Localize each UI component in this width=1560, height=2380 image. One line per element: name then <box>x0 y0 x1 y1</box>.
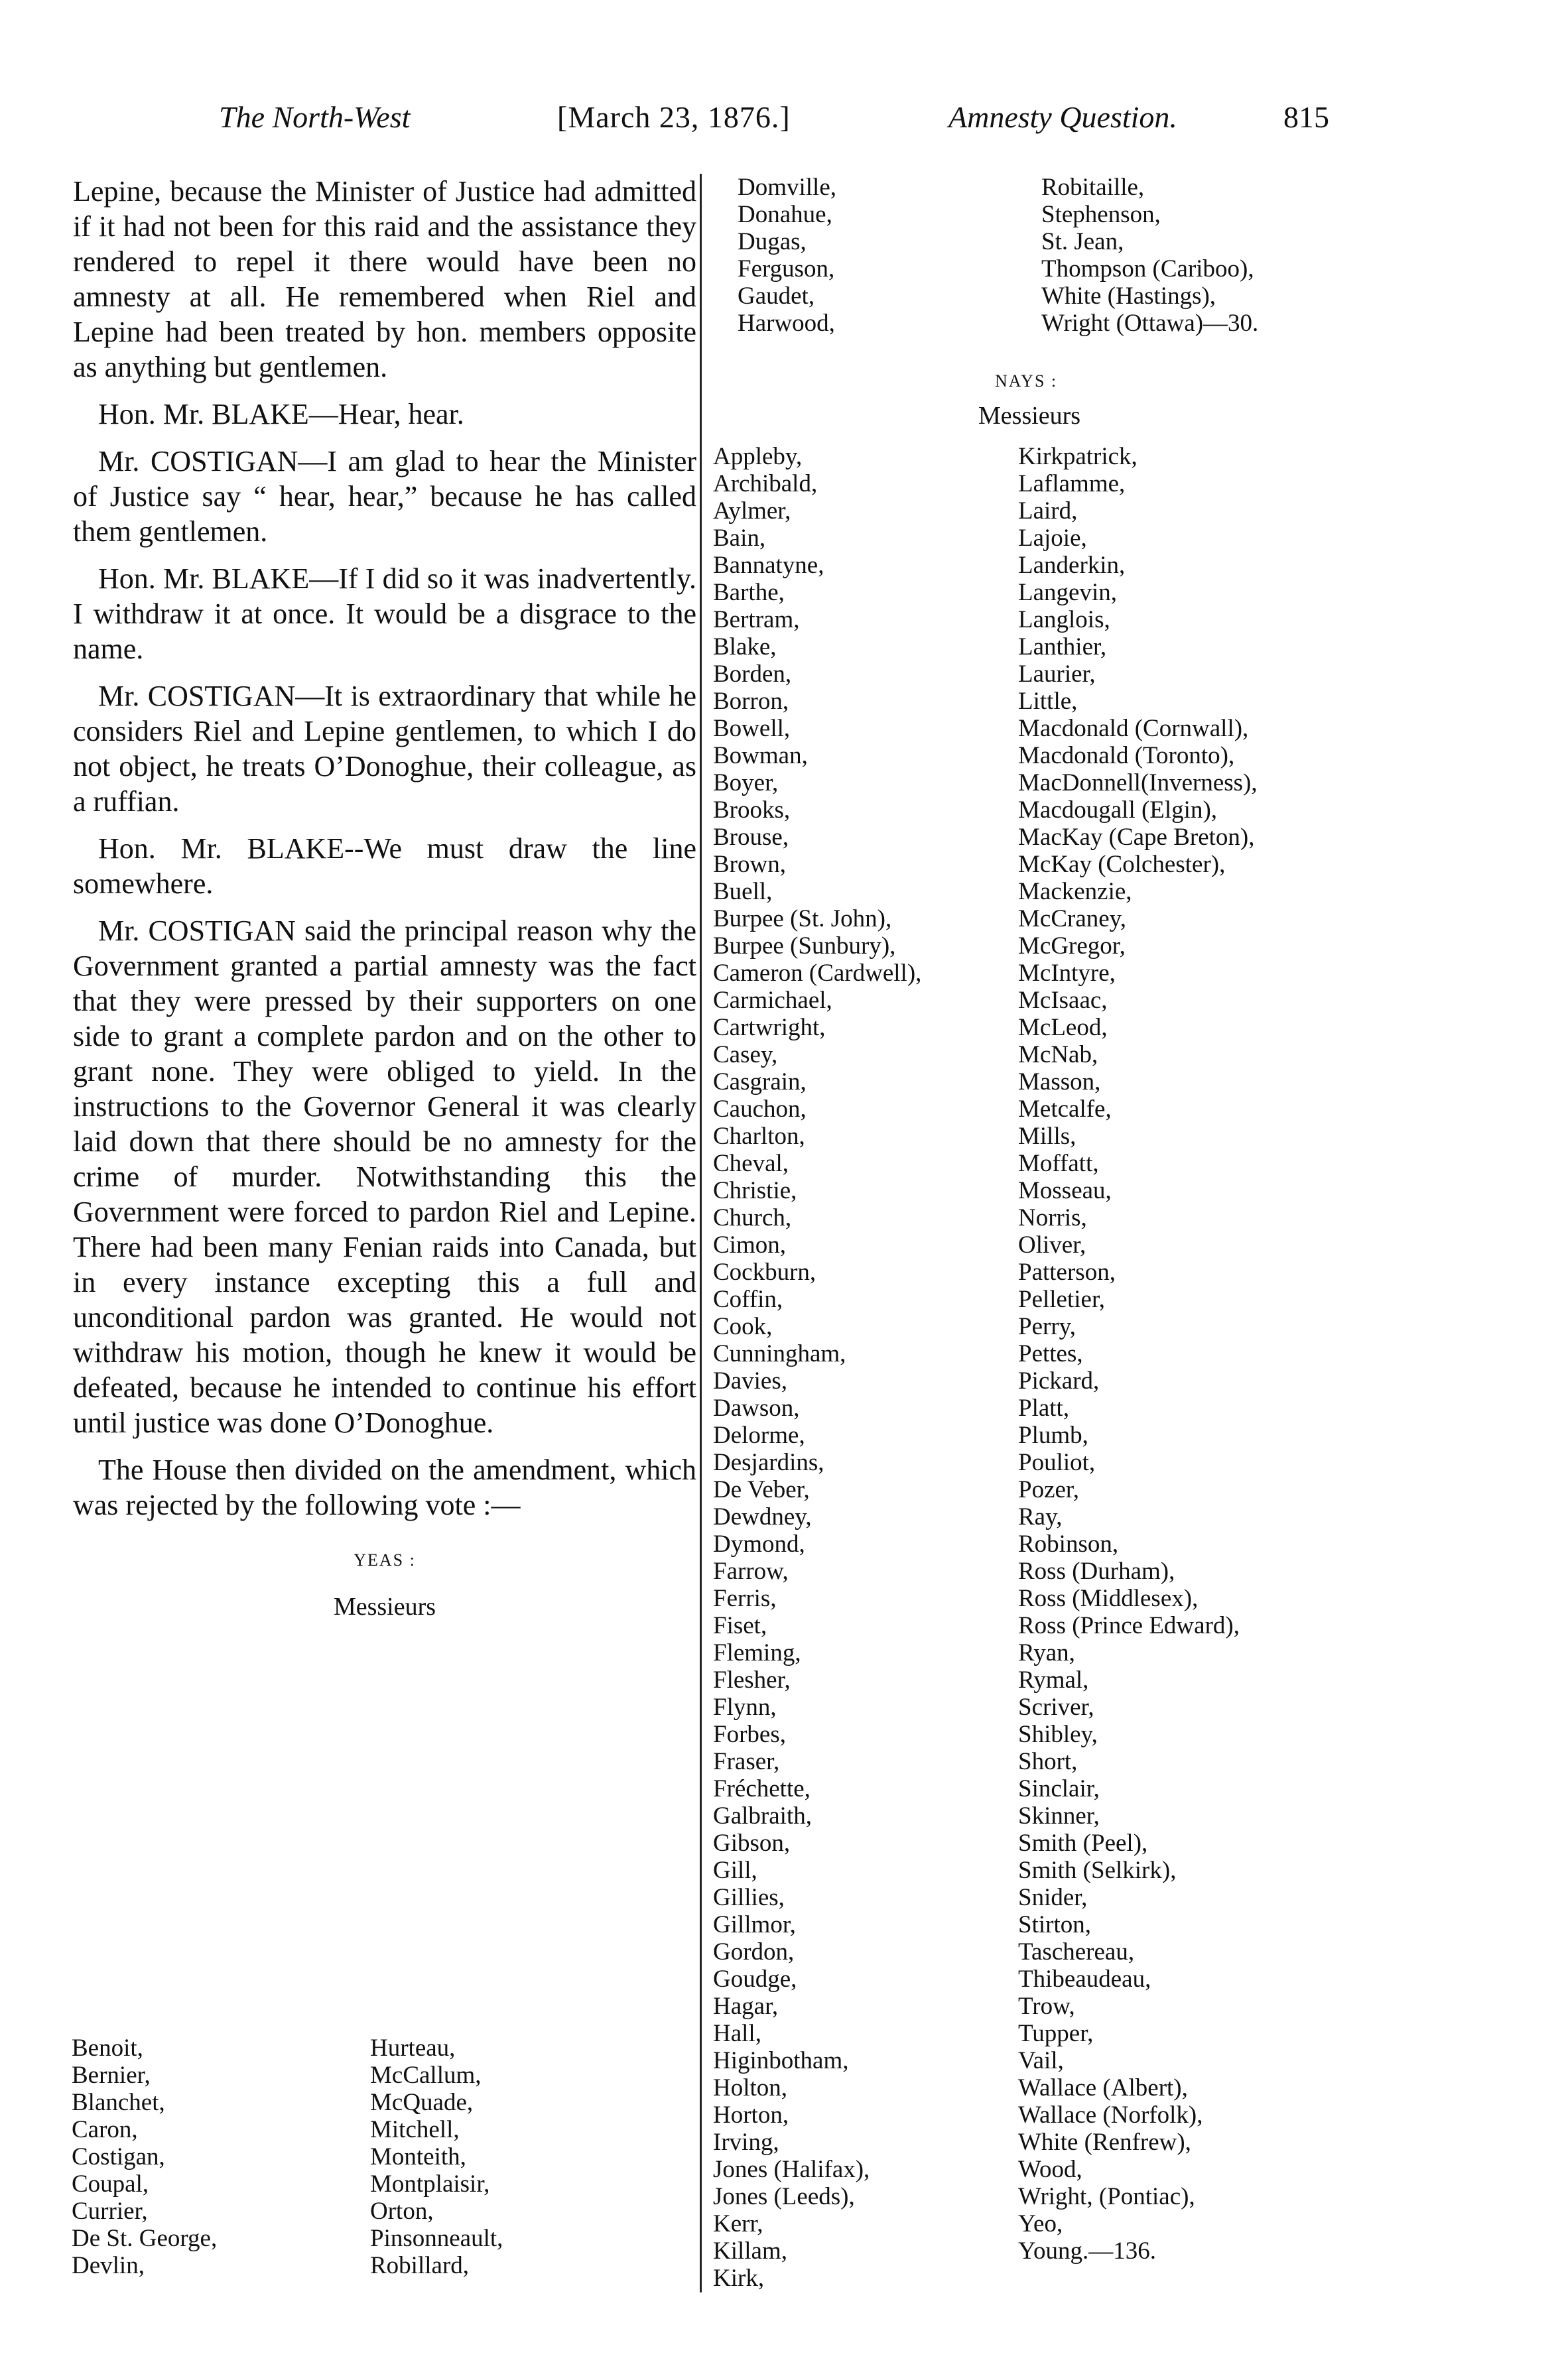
paragraph: Hon. Mr. BLAKE—Hear, hear. <box>98 398 464 430</box>
member-name: McCraney, <box>1018 905 1127 932</box>
nays-list-col2 <box>1018 443 1258 2265</box>
member-name: Dugas, <box>738 228 807 255</box>
member-name: Patterson, <box>1018 1259 1116 1286</box>
member-name: Orton, <box>370 2198 434 2225</box>
member-name: Church, <box>713 1204 792 1231</box>
yeas-list-col2 <box>370 2035 503 2279</box>
member-name: Burpee (St. John), <box>713 905 892 932</box>
member-name: Hagar, <box>713 1993 779 2020</box>
member-name: Little, <box>1018 688 1078 715</box>
member-name: Davies, <box>713 1367 787 1395</box>
debate-text-column <box>73 174 696 1638</box>
member-name: Ferris, <box>713 1585 777 1612</box>
member-name: Shibley, <box>1018 1721 1098 1748</box>
member-name: Snider, <box>1018 1884 1088 1911</box>
member-name: Charlton, <box>713 1123 805 1150</box>
member-name: Cook, <box>713 1313 773 1340</box>
member-name: Burpee (Sunbury), <box>713 932 896 960</box>
member-name: St. Jean, <box>1041 228 1124 255</box>
member-name: Brouse, <box>713 824 789 851</box>
member-name: Fiset, <box>713 1612 767 1639</box>
member-name: Montplaisir, <box>370 2170 490 2198</box>
member-name: De St. George, <box>72 2225 218 2252</box>
member-name: Wallace (Albert), <box>1018 2074 1188 2101</box>
member-name: Bowell, <box>713 715 791 742</box>
member-name: Kirkpatrick, <box>1018 443 1138 470</box>
member-name: Vail, <box>1018 2047 1064 2074</box>
member-name: Metcalfe, <box>1018 1096 1112 1123</box>
page-number: 815 <box>1283 100 1329 134</box>
member-name: Pozer, <box>1018 1476 1080 1503</box>
member-name: Galbraith, <box>713 1802 812 1830</box>
member-name: Laurier, <box>1018 660 1096 688</box>
member-name: Dewdney, <box>713 1503 812 1531</box>
yeas-list-col3 <box>738 174 836 337</box>
paragraph: Hon. Mr. BLAKE—If I did so it was inadvertently. I withdraw it at once. It would be a disgrace to the name. <box>73 562 696 665</box>
member-name: Bannatyne, <box>713 552 824 579</box>
member-name: Robillard, <box>370 2252 470 2279</box>
member-name: Macdougall (Elgin), <box>1018 796 1218 824</box>
member-name: Coffin, <box>713 1286 783 1313</box>
member-name: Boyer, <box>713 769 779 796</box>
member-name: Mills, <box>1018 1123 1076 1150</box>
nays-messieurs: Messieurs <box>978 402 1081 430</box>
member-name: Ross (Middlesex), <box>1018 1585 1199 1612</box>
member-name: Wood, <box>1018 2156 1082 2183</box>
member-name: Forbes, <box>713 1721 786 1748</box>
member-name: Short, <box>1018 1748 1078 1775</box>
member-name: Pouliot, <box>1018 1449 1096 1476</box>
paragraph: The House then divided on the amendment, which was rejected by the following vote :— <box>73 1454 696 1521</box>
header-topic: Amnesty Question. <box>948 100 1177 134</box>
member-name: Mitchell, <box>370 2116 460 2143</box>
member-name: Cheval, <box>713 1150 789 1177</box>
member-name: Gordon, <box>713 1938 795 1966</box>
paragraph: Mr. COSTIGAN—I am glad to hear the Minister of Justice say “ hear, hear,” because he has called them gentlemen. <box>73 445 696 548</box>
member-name: Smith (Selkirk), <box>1018 1857 1177 1884</box>
member-name: McKay (Colchester), <box>1018 851 1226 878</box>
member-name: Carmichael, <box>713 987 832 1014</box>
member-name: Gill, <box>713 1857 757 1884</box>
member-name: Macdonald (Cornwall), <box>1018 715 1249 742</box>
member-name: Laird, <box>1018 497 1078 525</box>
member-name: Wallace (Norfolk), <box>1018 2101 1203 2129</box>
member-name: Norris, <box>1018 1204 1087 1231</box>
member-name: Borron, <box>713 688 789 715</box>
member-name: Horton, <box>713 2101 789 2129</box>
member-name: Buell, <box>713 878 773 905</box>
member-name: Monteith, <box>370 2143 466 2170</box>
member-name: Scriver, <box>1018 1694 1094 1721</box>
member-name: Costigan, <box>72 2143 165 2170</box>
member-name: Flynn, <box>713 1694 777 1721</box>
member-name: Plumb, <box>1018 1422 1088 1449</box>
member-name: Laflamme, <box>1018 470 1126 497</box>
member-name: Stirton, <box>1018 1911 1091 1938</box>
yeas-label: YEAS : <box>354 1550 416 1570</box>
member-name: McIsaac, <box>1018 987 1108 1014</box>
member-name: Dawson, <box>713 1395 800 1422</box>
member-name: Domville, <box>738 174 837 201</box>
member-name: Farrow, <box>713 1558 789 1585</box>
member-name: Ferguson, <box>738 255 835 282</box>
member-name: Goudge, <box>713 1966 797 1993</box>
member-name: Moffatt, <box>1018 1150 1099 1177</box>
member-name: Lajoie, <box>1018 525 1087 552</box>
member-name: Mackenzie, <box>1018 878 1132 905</box>
member-name: Christie, <box>713 1177 797 1204</box>
member-name: Pettes, <box>1018 1340 1083 1367</box>
member-name: Stephenson, <box>1041 201 1161 228</box>
member-name: Blake, <box>713 633 777 660</box>
member-name: Holton, <box>713 2074 788 2101</box>
member-name: Benoit, <box>72 2035 143 2062</box>
yeas-list-col4 <box>1041 174 1258 337</box>
yeas-list-col1 <box>72 2035 217 2279</box>
member-name: Gillmor, <box>713 1911 796 1938</box>
member-name: Bowman, <box>713 742 808 769</box>
running-header <box>0 99 1560 146</box>
member-name: McCallum, <box>370 2062 482 2089</box>
member-name: Borden, <box>713 660 792 688</box>
member-name: Pinsonneault, <box>370 2225 503 2252</box>
member-name: Robinson, <box>1018 1531 1119 1558</box>
member-name: Irving, <box>713 2129 779 2156</box>
member-name: Macdonald (Toronto), <box>1018 742 1235 769</box>
member-name: Pickard, <box>1018 1367 1100 1395</box>
member-name: Cunningham, <box>713 1340 846 1367</box>
header-section-title: The North-West <box>219 100 411 134</box>
column-divider <box>700 174 702 2292</box>
member-name: Cartwright, <box>713 1014 826 1041</box>
member-name: Pelletier, <box>1018 1286 1106 1313</box>
member-name: McQuade, <box>370 2089 474 2116</box>
member-name: Hurteau, <box>370 2035 456 2062</box>
member-name: Cockburn, <box>713 1259 816 1286</box>
member-name: Fréchette, <box>713 1775 811 1802</box>
member-name: Caron, <box>72 2116 138 2143</box>
paragraph: Hon. Mr. BLAKE--We must draw the line somewhere. <box>73 832 696 900</box>
member-name: Brooks, <box>713 796 791 824</box>
member-name: Gillies, <box>713 1884 785 1911</box>
member-name: Gibson, <box>713 1830 791 1857</box>
paragraph: Lepine, because the Minister of Justice had admitted if it had not been for this raid and the assistance they rendered to repel it there would have been no amnesty at all. He remembered when Riel and Lepine had been treated by hon. members opposite as anything but gentlemen. <box>73 175 696 383</box>
member-name: Kerr, <box>713 2210 763 2237</box>
member-name: Ross (Prince Edward), <box>1018 1612 1240 1639</box>
member-name: Mosseau, <box>1018 1177 1112 1204</box>
member-name: Appleby, <box>713 443 803 470</box>
member-name: McIntyre, <box>1018 960 1116 987</box>
member-name: Smith (Peel), <box>1018 1830 1148 1857</box>
member-name: De Veber, <box>713 1476 810 1503</box>
member-name: White (Renfrew), <box>1018 2129 1191 2156</box>
member-name: McGregor, <box>1018 932 1126 960</box>
member-name: Kirk, <box>713 2265 765 2292</box>
member-name: Blanchet, <box>72 2089 165 2116</box>
member-name: Ryan, <box>1018 1639 1075 1666</box>
member-name: Bain, <box>713 525 766 552</box>
member-name: Thompson (Cariboo), <box>1041 255 1254 282</box>
member-name: Killam, <box>713 2237 788 2265</box>
member-name: White (Hastings), <box>1041 282 1216 310</box>
member-name: Casey, <box>713 1041 778 1068</box>
member-name: Gaudet, <box>738 282 815 310</box>
member-name: Trow, <box>1018 1993 1075 2020</box>
member-name: Desjardins, <box>713 1449 824 1476</box>
member-name: Langevin, <box>1018 579 1117 606</box>
member-name: McLeod, <box>1018 1014 1108 1041</box>
member-name: Donahue, <box>738 201 832 228</box>
member-name: Perry, <box>1018 1313 1076 1340</box>
member-name: Landerkin, <box>1018 552 1126 579</box>
member-name: Masson, <box>1018 1068 1101 1096</box>
member-name: Fraser, <box>713 1748 780 1775</box>
member-name: Platt, <box>1018 1395 1070 1422</box>
member-name: Bertram, <box>713 606 800 633</box>
member-name: Wright (Ottawa)—30. <box>1041 310 1259 337</box>
member-name: McNab, <box>1018 1041 1098 1068</box>
member-name: Dymond, <box>713 1531 805 1558</box>
member-name: MacKay (Cape Breton), <box>1018 824 1255 851</box>
member-name: Jones (Leeds), <box>713 2183 855 2210</box>
member-name: Ross (Durham), <box>1018 1558 1175 1585</box>
member-name: Jones (Halifax), <box>713 2156 870 2183</box>
member-name: Tupper, <box>1018 2020 1094 2047</box>
member-name: Barthe, <box>713 579 785 606</box>
member-name: Skinner, <box>1018 1802 1100 1830</box>
member-name: Wright, (Pontiac), <box>1018 2183 1195 2210</box>
member-name: Lanthier, <box>1018 633 1107 660</box>
member-name: Thibeaudeau, <box>1018 1966 1151 1993</box>
member-name: Flesher, <box>713 1666 791 1694</box>
member-name: Devlin, <box>72 2252 145 2279</box>
member-name: Cameron (Cardwell), <box>713 960 922 987</box>
nays-list-col1 <box>713 443 921 2292</box>
member-name: Ray, <box>1018 1503 1063 1531</box>
member-name: Delorme, <box>713 1422 805 1449</box>
member-name: Bernier, <box>72 2062 151 2089</box>
yeas-messieurs: Messieurs <box>333 1593 436 1621</box>
nays-label: NAYS : <box>995 371 1058 391</box>
member-name: Langlois, <box>1018 606 1110 633</box>
member-name: Currier, <box>72 2198 148 2225</box>
member-name: Taschereau, <box>1018 1938 1135 1966</box>
member-name: Cimon, <box>713 1231 786 1259</box>
member-name: Brown, <box>713 851 786 878</box>
member-name: Archibald, <box>713 470 818 497</box>
member-name: Young.—136. <box>1018 2237 1157 2265</box>
paragraph: Mr. COSTIGAN—It is extraordinary that while he considers Riel and Lepine gentlemen, to which I do not object, he treats O’Donoghue, their colleague, as a ruffian. <box>73 680 696 818</box>
member-name: Robitaille, <box>1041 174 1145 201</box>
member-name: Sinclair, <box>1018 1775 1100 1802</box>
paragraph: Mr. COSTIGAN said the principal reason why the Government granted a partial amnesty was the fact that they were pressed by their supporters on one side to grant a complete pardon and on the other to grant none. They were obliged to yield. In the instructions to the Governor General it was clearly laid down that there should be no amnesty for the crime of murder. Notwithstanding this the Government were forced to pardon Riel and Lepine. There had been many Fenian raids into Canada, but in every instance excepting this a full and unconditional pardon was granted. He would not withdraw his motion, though he knew it would be defeated, because he intended to continue his effort until justice was done O’Donoghue. <box>73 914 696 1439</box>
member-name: Cauchon, <box>713 1096 807 1123</box>
header-date: [March 23, 1876.] <box>557 100 791 134</box>
member-name: Rymal, <box>1018 1666 1089 1694</box>
member-name: Oliver, <box>1018 1231 1086 1259</box>
member-name: Fleming, <box>713 1639 801 1666</box>
member-name: MacDonnell(Inverness), <box>1018 769 1258 796</box>
member-name: Aylmer, <box>713 497 791 525</box>
member-name: Higinbotham, <box>713 2047 849 2074</box>
member-name: Yeo, <box>1018 2210 1063 2237</box>
member-name: Harwood, <box>738 310 835 337</box>
member-name: Coupal, <box>72 2170 149 2198</box>
member-name: Casgrain, <box>713 1068 807 1096</box>
member-name: Hall, <box>713 2020 761 2047</box>
